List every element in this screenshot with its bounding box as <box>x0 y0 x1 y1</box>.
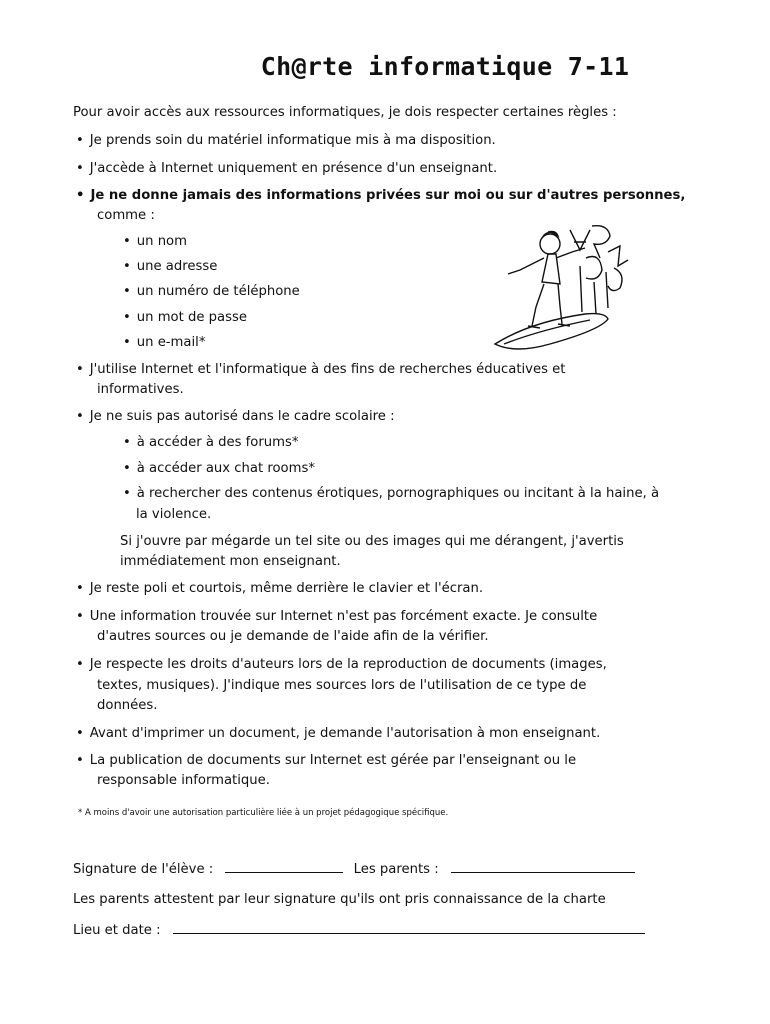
rule-10-cont: responsable informatique. <box>97 773 270 788</box>
parents-signature-field[interactable] <box>451 860 635 873</box>
forbidden-item: • à accéder aux chat rooms* <box>123 460 315 478</box>
private-item: • une adresse <box>123 258 217 276</box>
rule-1: • Je prends soin du matériel informatique mis à ma disposition. <box>76 132 496 150</box>
place-date-label: Lieu et date : <box>73 923 161 938</box>
forbidden-item: • à accéder à des forums* <box>123 434 298 452</box>
rule-4-cont: informatives. <box>97 382 184 397</box>
student-signature-field[interactable] <box>225 860 343 873</box>
place-date-field[interactable] <box>173 921 645 934</box>
private-item: • un mot de passe <box>123 309 247 327</box>
document-title: Ch@rte informatique 7-11 <box>260 52 630 81</box>
forbidden-item: • à rechercher des contenus érotiques, pornographiques ou incitant à la haine, à <box>123 485 659 503</box>
rule-8: • Je respecte les droits d'auteurs lors de la reproduction de documents (images, <box>76 656 607 674</box>
footnote: * A moins d'avoir une autorisation particulière liée à un projet pédagogique spécifique. <box>78 808 449 818</box>
rule-4: • J'utilise Internet et l'informatique à des fins de recherches éducatives et <box>76 361 565 379</box>
rule-9: • Avant d'imprimer un document, je demande l'autorisation à mon enseignant. <box>76 725 600 743</box>
rule-7: • Une information trouvée sur Internet n'est pas forcément exacte. Je consulte <box>76 608 597 626</box>
private-item: • un numéro de téléphone <box>123 283 300 301</box>
rule-10: • La publication de documents sur Internet est gérée par l'enseignant ou le <box>76 752 576 770</box>
rule-2: • J'accède à Internet uniquement en présence d'un enseignant. <box>76 160 497 178</box>
warning-text-cont: immédiatement mon enseignant. <box>120 554 341 569</box>
rule-8-cont: textes, musiques). J'indique mes sources lors de l'utilisation de ce type de <box>97 678 587 693</box>
private-item: • un nom <box>123 233 187 251</box>
parents-attest-text: Les parents attestent par leur signature qu'ils ont pris connaissance de la charte <box>73 892 606 907</box>
student-signature-label: Signature de l'élève : <box>73 862 214 877</box>
warning-text: Si j'ouvre par mégarde un tel site ou des images qui me dérangent, j'avertis <box>120 534 624 549</box>
rule-6: • Je reste poli et courtois, même derrière le clavier et l'écran. <box>76 580 483 598</box>
intro-text: Pour avoir accès aux ressources informatiques, je dois respecter certaines règles : <box>73 105 617 120</box>
parents-signature-label: Les parents : <box>353 862 439 877</box>
rule-3: • Je ne donne jamais des informations privées sur moi ou sur d'autres personnes, <box>76 187 685 205</box>
rule-5: • Je ne suis pas autorisé dans le cadre scolaire : <box>76 408 395 426</box>
rule-3-cont: comme : <box>97 208 155 223</box>
private-item: • un e-mail* <box>123 334 205 352</box>
rule-8-cont-2: données. <box>97 698 158 713</box>
signature-row <box>73 860 635 879</box>
skateboarder-illustration <box>490 222 640 357</box>
forbidden-item-cont: la violence. <box>136 507 212 522</box>
rule-7-cont: d'autres sources ou je demande de l'aide afin de la vérifier. <box>97 629 489 644</box>
place-date-row <box>73 921 645 940</box>
